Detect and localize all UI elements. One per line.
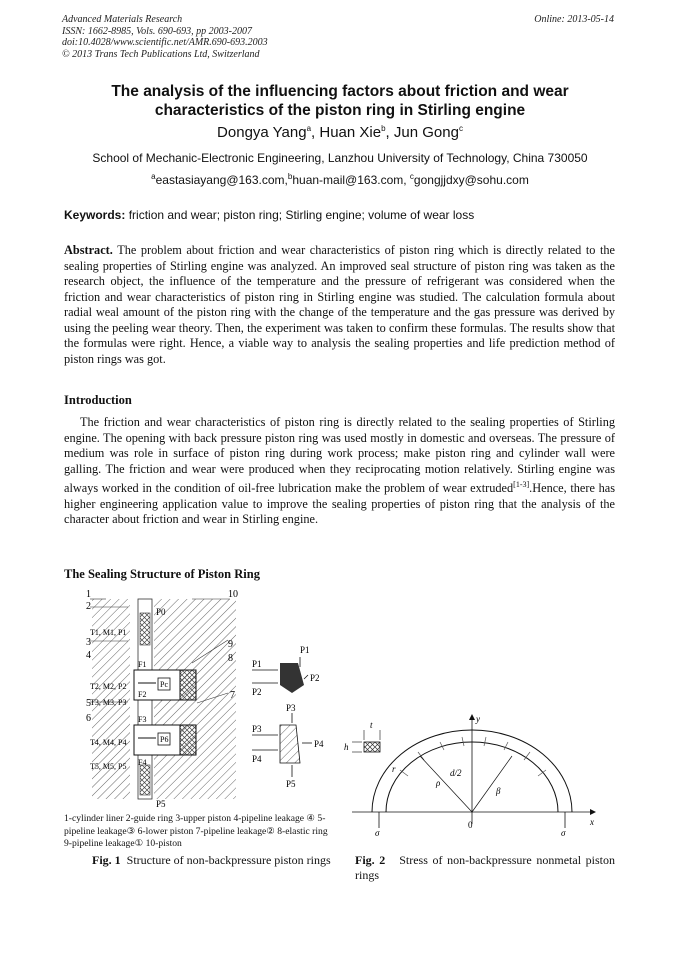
fig2-beta: β bbox=[496, 786, 501, 796]
author-3-mark: c bbox=[458, 124, 463, 133]
fig1-label-3: 3 bbox=[86, 637, 91, 648]
fig2-rho: ρ bbox=[436, 778, 441, 788]
email-list: $^a$eastasiayang@163.com,$^b$huan-mail@163.com, $^c$gongjjdxy@sohu.com bbox=[151, 172, 529, 187]
fig2-origin: 0 bbox=[468, 820, 473, 830]
fig2-h: h bbox=[344, 742, 349, 752]
figure-2-drawing bbox=[340, 712, 610, 837]
intro-citation: [1-3] bbox=[513, 480, 530, 489]
affiliation: School of Mechanic-Electronic Engineering, Lanzhou University of Technology, China 730050 bbox=[92, 151, 588, 165]
online-date: Online: 2013-05-14 bbox=[534, 14, 614, 25]
fig1-e5: P5 bbox=[286, 779, 296, 789]
fig2-y: y bbox=[476, 714, 480, 724]
fig1-label-7: 7 bbox=[230, 690, 235, 701]
intro-heading: Introduction bbox=[64, 393, 132, 407]
title-line-1: The analysis of the influencing factors about friction and wear bbox=[111, 83, 569, 100]
paper-title bbox=[40, 82, 640, 120]
figure-2-caption bbox=[355, 853, 615, 883]
intro-text-b: .Hence, there has higher engineering application value to improve the sealing properties of piston ring that the analysis of the character about friction and wear in Stirling engine. bbox=[64, 481, 615, 527]
fig1-label-8: 8 bbox=[228, 653, 233, 664]
email-2-mark: b bbox=[287, 172, 293, 181]
fig1-f4: F4 bbox=[138, 758, 147, 767]
abstract-label: Abstract. bbox=[64, 243, 113, 257]
fig2-t: t bbox=[370, 720, 373, 730]
fig1-p2: P2 bbox=[252, 687, 262, 697]
fig1-label-5: 5 bbox=[86, 698, 91, 709]
fig2-x: x bbox=[590, 817, 594, 827]
journal-name: Advanced Materials Research bbox=[62, 14, 183, 25]
email-1: eastasiayang@163.com bbox=[155, 173, 285, 187]
fig1-label-2: 2 bbox=[86, 601, 91, 612]
seal-heading: The Sealing Structure of Piston Ring bbox=[64, 567, 260, 581]
fig1-t3: T3, M3, P3 bbox=[90, 698, 127, 707]
abstract-text: The problem about friction and wear characteristics of piston ring which is directly related to the sealing properties of Stirling engine was analyzed. An improved seal structure of piston ring was taken as the research object, the influence of the temperature and the pressure of refrigerant was considered when the friction and wear characteristics of piston ring in Stirling engine was studied. The calculation formula about radial weal amount of the piston ring with the change of the temperature and the gas pressure was derived by using the peeling wear theory. Then, the experiment was taken to confirm these formulas. The results show that the formulas were right. Hence, a viable way to analysis the sealing properties and life prediction method of piston rings was got. bbox=[64, 243, 615, 366]
author-list: Dongya Yang$^a$, Huan Xie$^b$, Jun Gong$^c$ bbox=[217, 124, 463, 141]
fig1-t5: T5, M5, P5 bbox=[90, 762, 127, 771]
fig1-label-4: 4 bbox=[86, 650, 91, 661]
intro-text-a: The friction and wear characteristics of piston ring is directly related to the sealing properties of Stirling engine. The opening with back pressure piston ring was used mostly in domestic and overseas. The pressure of medium was role in surface of piston ring during work process; make piston ring and cylinder wall were galling. The friction and wear were produced when they reciprocating motion relatively. Stirling engine was always worked in the condition of oil-free lubrication make the problem of wear extruded bbox=[64, 415, 615, 496]
intro-paragraph bbox=[64, 415, 615, 528]
fig1-label-9: 9 bbox=[228, 639, 233, 650]
fig1-e1: P1 bbox=[300, 645, 310, 655]
elastic-ring-upper bbox=[180, 670, 196, 700]
fig2-caption-text: Stress of non-backpressure nonmetal piston rings bbox=[355, 853, 615, 882]
email-3: gongjjdxy@sohu.com bbox=[413, 173, 529, 187]
fig1-e3: P3 bbox=[286, 703, 296, 713]
fig2-sigma-left: σ bbox=[375, 828, 380, 837]
fig1-t4: T4, M4, P4 bbox=[90, 738, 127, 747]
email-1-mark: a bbox=[151, 172, 156, 181]
figure-1-drawing bbox=[82, 585, 334, 813]
keywords-label: Keywords: bbox=[64, 208, 126, 222]
ring-section-upper bbox=[280, 663, 304, 693]
fig1-f1: F1 bbox=[138, 660, 147, 669]
fig1-p1: P1 bbox=[252, 659, 262, 669]
fig1-label-10: 10 bbox=[228, 589, 238, 600]
fig2-r: r bbox=[392, 764, 396, 774]
author-2: Huan Xie bbox=[319, 124, 382, 141]
figure-1-legend: 1-cylinder liner 2-guide ring 3-upper piston 4-pipeline leakage ④ 5-pipeline leakage③ 6-lower piston 7-pipeline leakage② 8-elastic ring 9-pipeline leakage① 10-piston bbox=[64, 813, 328, 849]
fig1-caption-label: Fig. 1 bbox=[92, 853, 121, 867]
keywords-text: friction and wear; piston ring; Stirling engine; volume of wear loss bbox=[128, 208, 475, 222]
issn-line: ISSN: 1662-8985, Vols. 690-693, pp 2003-2007 bbox=[62, 25, 252, 37]
fig2-sigma-right: σ bbox=[561, 828, 566, 837]
abstract bbox=[64, 243, 615, 367]
author-1-mark: a bbox=[306, 124, 312, 133]
fig1-label-1: 1 bbox=[86, 589, 91, 600]
author-3: Jun Gong bbox=[393, 124, 459, 141]
fig1-p5: P5 bbox=[156, 799, 166, 809]
author-2-mark: b bbox=[381, 124, 386, 133]
ring-cross-section bbox=[364, 742, 380, 752]
elastic-ring-lower bbox=[180, 725, 196, 755]
fig1-f2: F2 bbox=[138, 690, 147, 699]
keywords bbox=[64, 208, 474, 222]
fig2-d2: d/2 bbox=[450, 768, 462, 778]
fig1-t1: T1, M1, P1 bbox=[90, 628, 127, 637]
journal-header bbox=[62, 14, 268, 60]
doi-line: doi:10.4028/www.scientific.net/AMR.690-693.2003 bbox=[62, 37, 268, 48]
figure-1-caption bbox=[92, 853, 332, 868]
guide-ring-upper bbox=[140, 613, 150, 645]
fig1-pc: Pc bbox=[160, 680, 168, 689]
ring-section-lower bbox=[280, 725, 300, 763]
fig1-p4: P4 bbox=[252, 754, 262, 764]
fig1-f3: F3 bbox=[138, 715, 147, 724]
fig1-p3: P3 bbox=[252, 724, 262, 734]
email-2: huan-mail@163.com bbox=[292, 173, 404, 187]
fig1-caption-text: Structure of non-backpressure piston rings bbox=[126, 853, 331, 867]
fig1-e4: P4 bbox=[314, 739, 324, 749]
fig1-t2: T2, M2, P2 bbox=[90, 682, 127, 691]
email-3-mark: c bbox=[409, 172, 414, 181]
fig1-p0: P0 bbox=[156, 607, 166, 617]
fig2-caption-label: Fig. 2 bbox=[355, 853, 386, 867]
fig1-label-6: 6 bbox=[86, 713, 91, 724]
title-line-2: characteristics of the piston ring in Stirling engine bbox=[154, 102, 526, 119]
fig1-p6: P6 bbox=[160, 735, 169, 744]
fig1-e2: P2 bbox=[310, 673, 320, 683]
author-1: Dongya Yang bbox=[217, 124, 307, 141]
copyright-line: © 2013 Trans Tech Publications Ltd, Switzerland bbox=[62, 48, 260, 60]
guide-ring-lower bbox=[140, 765, 150, 795]
